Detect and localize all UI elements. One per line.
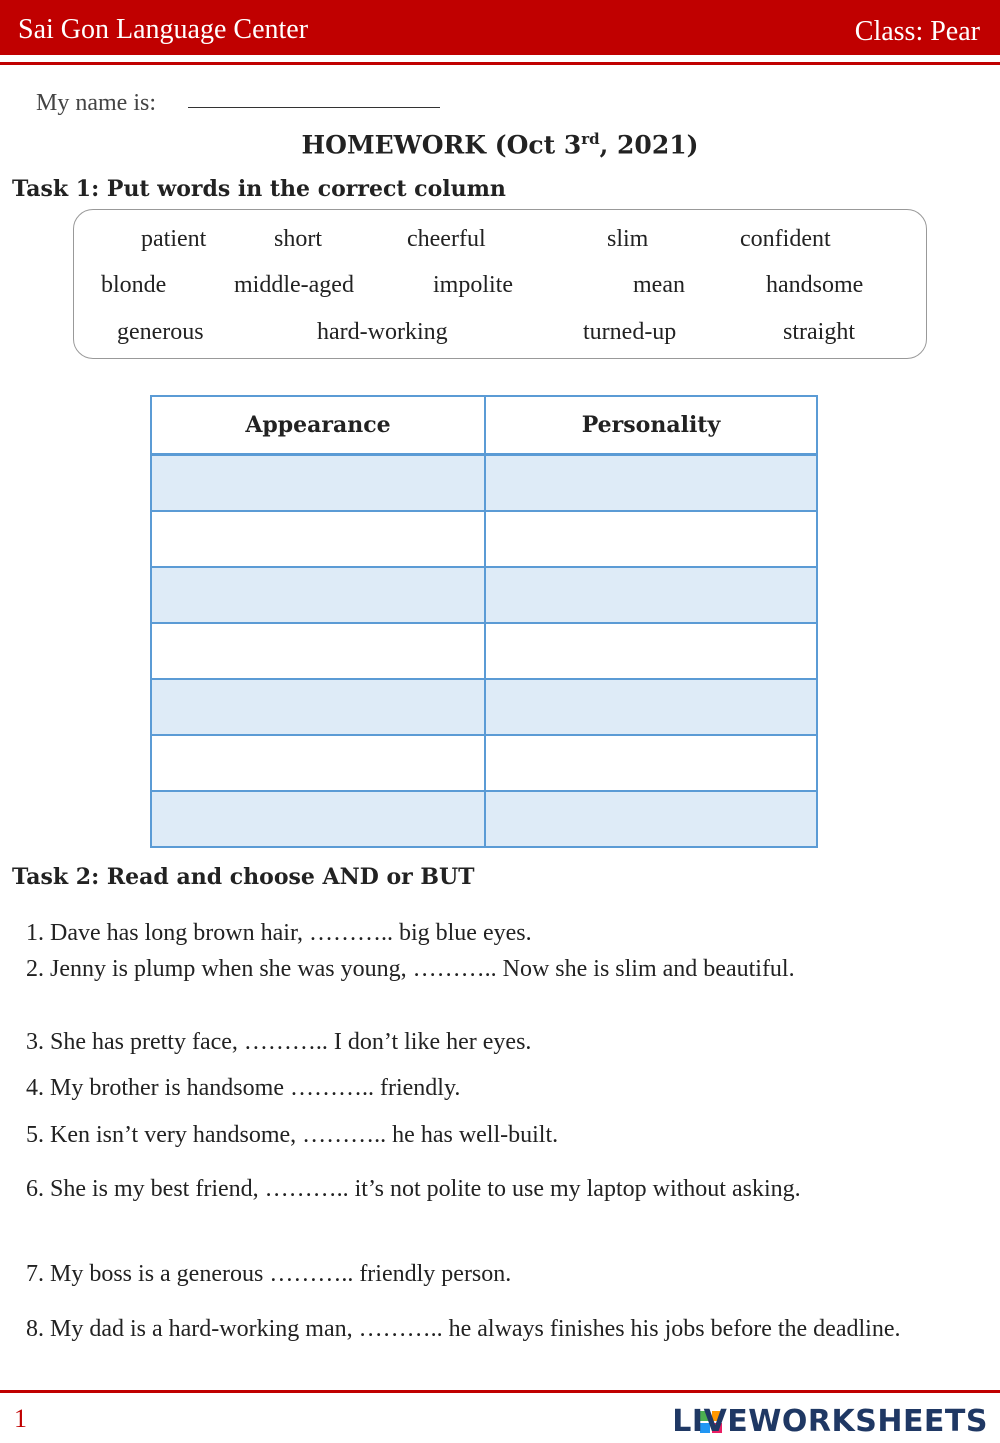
appearance-cell[interactable] xyxy=(151,791,485,847)
personality-cell[interactable] xyxy=(485,511,817,567)
header-appearance: Appearance xyxy=(151,396,485,455)
header-divider xyxy=(0,62,1000,65)
table-row xyxy=(151,455,817,512)
word-item[interactable]: straight xyxy=(783,319,855,345)
personality-cell[interactable] xyxy=(485,567,817,623)
question-item: 3. She has pretty face, ……….. I don’t like her eyes. xyxy=(26,1029,532,1055)
word-item[interactable]: cheerful xyxy=(407,226,486,252)
word-item[interactable]: impolite xyxy=(433,272,513,298)
center-name: Sai Gon Language Center xyxy=(18,14,309,45)
page-title: HOMEWORK (Oct 3rd, 2021) xyxy=(301,130,699,160)
word-item[interactable]: slim xyxy=(607,226,649,252)
footer-divider xyxy=(0,1390,1000,1393)
word-item[interactable]: handsome xyxy=(766,272,864,298)
appearance-cell[interactable] xyxy=(151,679,485,735)
word-item[interactable]: turned-up xyxy=(583,319,677,345)
appearance-cell[interactable] xyxy=(151,455,485,512)
appearance-cell[interactable] xyxy=(151,511,485,567)
task2-title: Task 2: Read and choose AND or BUT xyxy=(12,864,475,890)
word-item[interactable]: blonde xyxy=(101,272,167,298)
word-bank xyxy=(73,209,927,359)
page-number: 1 xyxy=(14,1404,27,1433)
table-row xyxy=(151,735,817,791)
word-item[interactable]: generous xyxy=(117,319,204,345)
question-item: 1. Dave has long brown hair, ……….. big blue eyes. xyxy=(26,920,532,946)
task1-title: Task 1: Put words in the correct column xyxy=(12,176,506,202)
question-item: 4. My brother is handsome ……….. friendly. xyxy=(26,1075,461,1101)
question-item: 6. She is my best friend, ……….. it’s not polite to use my laptop without asking. xyxy=(26,1176,801,1202)
header-personality: Personality xyxy=(485,396,817,455)
personality-cell[interactable] xyxy=(485,679,817,735)
word-item[interactable]: confident xyxy=(740,226,831,252)
personality-cell[interactable] xyxy=(485,623,817,679)
word-item[interactable]: short xyxy=(274,226,322,252)
appearance-cell[interactable] xyxy=(151,567,485,623)
appearance-cell[interactable] xyxy=(151,623,485,679)
table-header-row xyxy=(151,396,817,455)
table-row xyxy=(151,511,817,567)
question-item: 8. My dad is a hard-working man, ……….. he always finishes his jobs before the deadline. xyxy=(26,1316,901,1342)
word-item[interactable]: patient xyxy=(141,226,207,252)
personality-cell[interactable] xyxy=(485,791,817,847)
question-item: 7. My boss is a generous ……….. friendly person. xyxy=(26,1261,512,1287)
sort-table xyxy=(150,395,818,848)
liveworksheets-brand: LIVEWORKSHEETS xyxy=(672,1404,988,1439)
word-item[interactable]: middle-aged xyxy=(234,272,354,298)
table-row xyxy=(151,623,817,679)
personality-cell[interactable] xyxy=(485,735,817,791)
word-item[interactable]: hard-working xyxy=(317,319,448,345)
table-row xyxy=(151,679,817,735)
table-row xyxy=(151,791,817,847)
question-item: 2. Jenny is plump when she was young, ……….. Now she is slim and beautiful. xyxy=(26,956,795,982)
table-row xyxy=(151,567,817,623)
word-item[interactable]: mean xyxy=(633,272,685,298)
name-label: My name is: xyxy=(36,90,156,116)
question-item: 5. Ken isn’t very handsome, ……….. he has well-built. xyxy=(26,1122,559,1148)
personality-cell[interactable] xyxy=(485,455,817,512)
header-bar xyxy=(0,0,1000,55)
name-input-line[interactable] xyxy=(188,107,440,108)
appearance-cell[interactable] xyxy=(151,735,485,791)
class-name: Class: Pear xyxy=(854,16,980,47)
